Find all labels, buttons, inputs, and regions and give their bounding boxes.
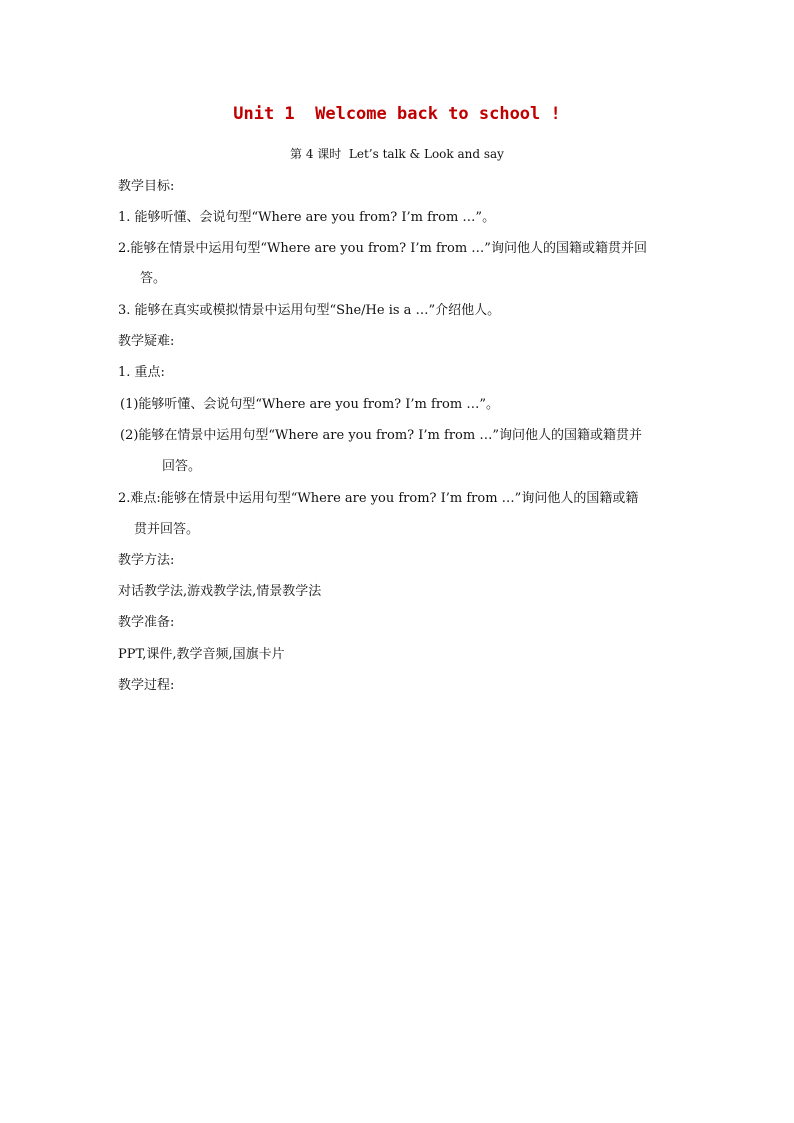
objective-2-continued: 答。 xyxy=(140,271,167,286)
section-heading-preparation: 教学准备: xyxy=(118,615,175,630)
objective-1: 1. 能够听懂、会说句型“Where are you from? I’m from …”。 xyxy=(118,210,496,225)
document-title: Unit 1 Welcome back to school ! xyxy=(233,104,561,124)
section-heading-difficulties: 教学疑难: xyxy=(118,334,175,349)
objective-3: 3. 能够在真实或模拟情景中运用句型“She/He is a …”介绍他人。 xyxy=(118,303,501,318)
document-subtitle: 第 4 课时 Let’s talk & Look and say xyxy=(290,147,504,161)
preparation-text: PPT,课件,教学音频,国旗卡片 xyxy=(118,647,285,662)
section-heading-process: 教学过程: xyxy=(118,678,175,693)
objective-2: 2.能够在情景中运用句型“Where are you from? I’m from …”询问他人的国籍或籍贯并回 xyxy=(118,241,647,256)
difficult-point: 2.难点:能够在情景中运用句型“Where are you from? I’m from …”询问他人的国籍或籍 xyxy=(118,491,639,506)
methods-text: 对话教学法,游戏教学法,情景教学法 xyxy=(118,584,322,599)
section-heading-objectives: 教学目标: xyxy=(118,179,175,194)
section-heading-methods: 教学方法: xyxy=(118,553,175,568)
key-point-2-continued: 回答。 xyxy=(162,459,202,474)
key-point-2: (2)能够在情景中运用句型“Where are you from? I’m from …”询问他人的国籍或籍贯并 xyxy=(120,428,642,443)
key-point-1: (1)能够听懂、会说句型“Where are you from? I’m from …”。 xyxy=(120,397,499,412)
key-points-heading: 1. 重点: xyxy=(118,365,165,380)
difficult-point-continued: 贯并回答。 xyxy=(134,522,200,537)
